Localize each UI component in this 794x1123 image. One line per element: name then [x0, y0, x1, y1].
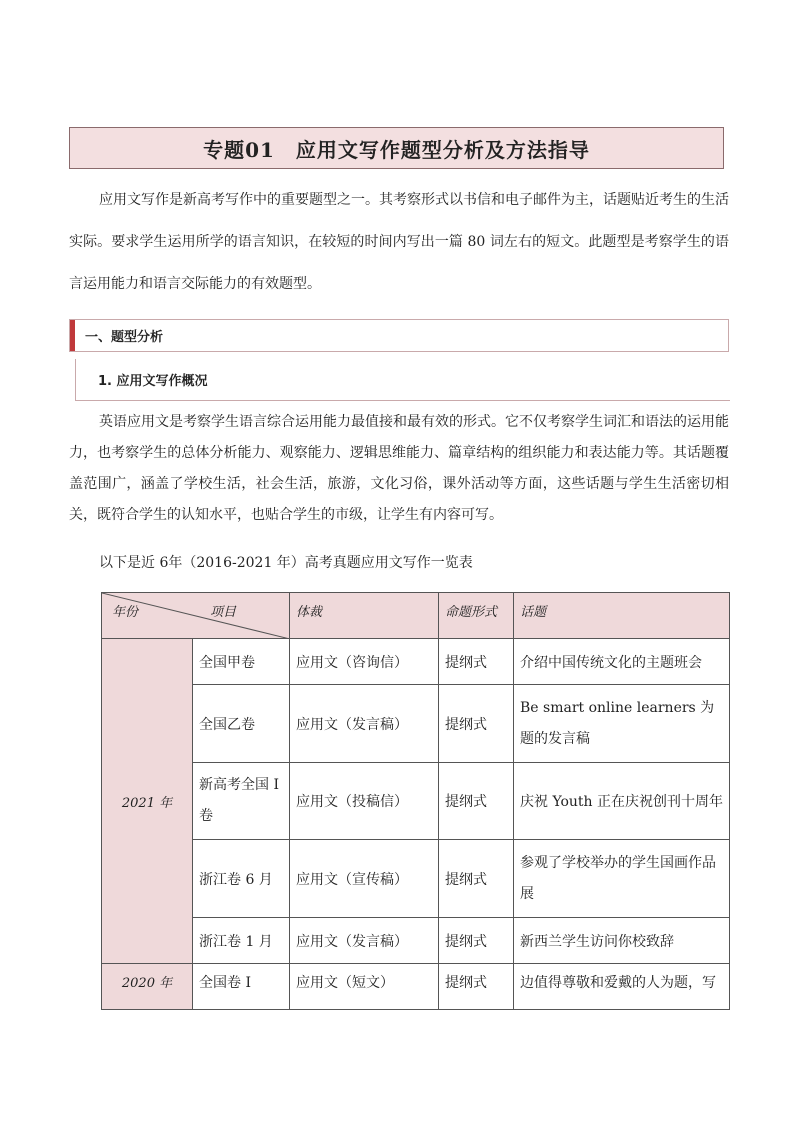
genre-cell: 应用文（投稿信）	[290, 763, 439, 840]
paper-cell: 全国乙卷	[193, 685, 290, 763]
topic-cell: 边值得尊敬和爱戴的人为题，写	[514, 964, 730, 1010]
topic-cell: Be smart online learners 为题的发言稿	[514, 685, 730, 763]
form-cell: 提纲式	[439, 964, 514, 1010]
paper-cell: 新高考全国 I 卷	[193, 763, 290, 840]
genre-cell: 应用文（咨询信）	[290, 639, 439, 685]
overview-paragraph: 英语应用文是考察学生语言综合运用能力最值接和最有效的形式。它不仅考察学生词汇和语法的运用能力，也考察学生的总体分析能力、观察能力、逻辑思维能力、篇章结构的组织能力和表达能力等。其话题覆盖范围广，涵盖了学校生活，社会生活，旅游，文化习俗，课外活动等方面，这些话题与学生生活密切相关，既符合学生的认知水平，也贴合学生的市级，让学生有内容可写。	[69, 414, 729, 523]
paper-cell: 浙江卷 6 月	[193, 840, 290, 918]
table-row	[102, 685, 730, 763]
year-cell: 2020 年	[102, 964, 193, 1010]
intro-paragraph: 应用文写作是新高考写作中的重要题型之一。其考察形式以书信和电子邮件为主，话题贴近考生的生活实际。要求学生运用所学的语言知识，在较短的时间内写出一篇 80 词左右的短文。此题型是考察学生的语言运用能力和语言交际能力的有效题型。	[69, 192, 729, 292]
topic-cell: 庆祝 Youth 正在庆祝创刊十周年	[514, 763, 730, 840]
subsection-heading-bar	[75, 359, 730, 401]
exam-table	[101, 592, 730, 1010]
form-cell: 提纲式	[439, 840, 514, 918]
topic-cell: 参观了学校举办的学生国画作品展	[514, 840, 730, 918]
section-heading: 一、题型分析	[85, 330, 164, 345]
section-heading-bar	[69, 319, 729, 352]
table-row	[102, 964, 730, 1010]
header-year: 年份	[112, 605, 139, 620]
table-row	[102, 840, 730, 918]
header-form: 命题形式	[439, 593, 514, 639]
paper-cell: 浙江卷 1 月	[193, 918, 290, 964]
genre-cell: 应用文（发言稿）	[290, 685, 439, 763]
header-diagonal-cell	[102, 593, 290, 639]
topic-cell: 介绍中国传统文化的主题班会	[514, 639, 730, 685]
form-cell: 提纲式	[439, 685, 514, 763]
genre-cell: 应用文（短文）	[290, 964, 439, 1010]
topic-cell: 新西兰学生访问你校致辞	[514, 918, 730, 964]
year-cell: 2021 年	[102, 639, 193, 964]
paper-cell: 全国甲卷	[193, 639, 290, 685]
table-header-row	[102, 593, 730, 639]
table-row	[102, 918, 730, 964]
header-genre: 体裁	[290, 593, 439, 639]
table-caption: 以下是近 6年（2016-2021 年）高考真题应用文写作一览表	[99, 555, 473, 571]
form-cell: 提纲式	[439, 763, 514, 840]
form-cell: 提纲式	[439, 918, 514, 964]
page-title-box	[69, 127, 724, 169]
table-row	[102, 763, 730, 840]
page-title: 专题01 应用文写作题型分析及方法指导	[203, 137, 590, 162]
form-cell: 提纲式	[439, 639, 514, 685]
header-topic: 话题	[514, 593, 730, 639]
section-accent	[70, 320, 75, 351]
genre-cell: 应用文（宣传稿）	[290, 840, 439, 918]
header-item: 项目	[210, 605, 237, 620]
table-row	[102, 639, 730, 685]
paper-cell: 全国卷 I	[193, 964, 290, 1010]
subsection-heading: 1. 应用文写作概况	[98, 374, 208, 389]
genre-cell: 应用文（发言稿）	[290, 918, 439, 964]
